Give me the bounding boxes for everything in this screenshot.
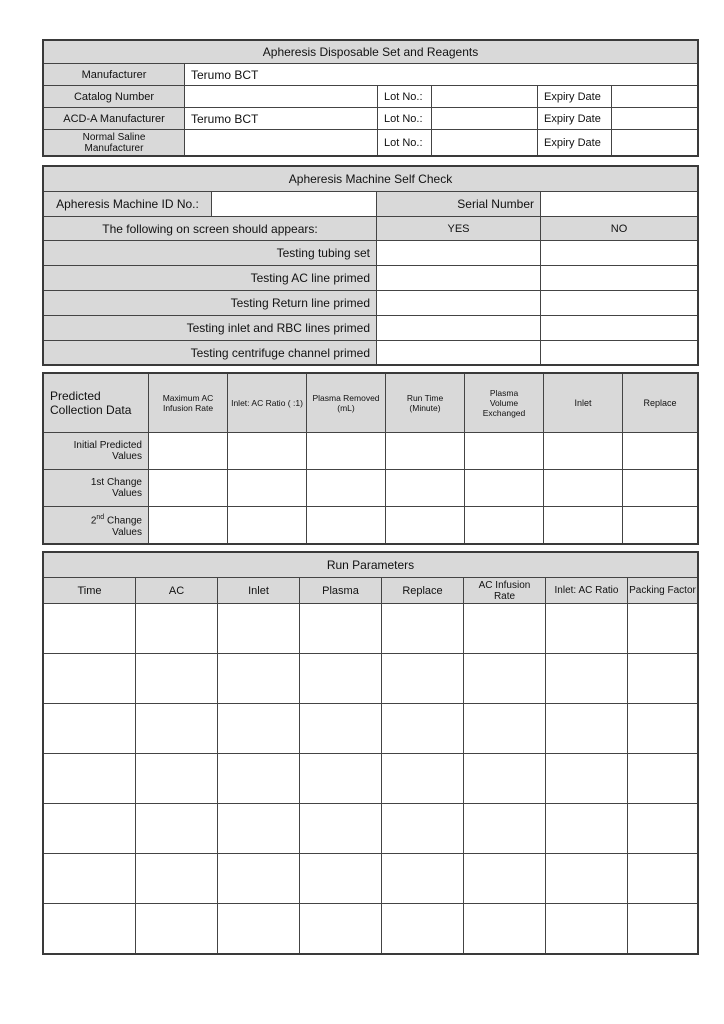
lot-no-field[interactable] [431,130,537,155]
row-second-change-num: 2 [90,515,97,527]
expiry-date-field[interactable] [611,86,697,107]
run-cell[interactable] [545,604,627,653]
test-yes-cell[interactable] [376,341,540,364]
run-cell-pair [217,654,299,703]
run-cell[interactable] [463,854,545,903]
run-cell-pair [217,754,299,803]
run-cell-pair [381,754,463,803]
col-max-ac-infusion: Maximum AC Infusion Rate [148,374,227,432]
col-plasma: Plasma [299,578,381,603]
lot-no-label: Lot No.: [377,130,431,155]
data-cell[interactable] [227,433,306,469]
manufacturer-label: Manufacturer [44,64,184,85]
run-cell[interactable] [44,654,135,703]
col-inlet: Inlet [217,578,299,603]
serial-number-field[interactable] [540,192,697,216]
run-cell[interactable] [627,604,697,653]
data-cell[interactable] [622,433,697,469]
run-cell-pair [381,654,463,703]
lot-no-field[interactable] [431,108,537,129]
run-row [44,853,697,903]
run-cell-pair [135,904,217,953]
expiry-date-label: Expiry Date [537,130,611,155]
run-cell-pair [217,804,299,853]
run-row [44,753,697,803]
run-parameters-section [42,551,699,955]
run-cell[interactable] [44,704,135,753]
data-cell[interactable] [622,470,697,506]
acda-manufacturer-label: ACD-A Manufacturer [44,108,184,129]
data-cell[interactable] [227,507,306,543]
data-cell[interactable] [227,470,306,506]
run-cell-pair [217,904,299,953]
self-check-title: Apheresis Machine Self Check [288,172,453,186]
run-cell-pair [217,854,299,903]
run-cell-pair [135,704,217,753]
run-cell[interactable] [627,904,697,953]
run-cell-pair [299,604,381,653]
data-cell[interactable] [306,470,385,506]
expiry-date-label: Expiry Date [537,108,611,129]
col-run-time: Run Time (Minute) [385,374,464,432]
run-cell[interactable] [463,654,545,703]
test-no-cell[interactable] [540,291,697,315]
run-cell-pair [135,854,217,903]
run-cell-pair [299,754,381,803]
col-plasma-removed: Plasma Removed (mL) [306,374,385,432]
machine-id-field[interactable] [211,192,376,216]
self-check-section [42,165,699,366]
data-cell[interactable] [148,507,227,543]
row-second-change [44,507,148,543]
data-cell[interactable] [306,507,385,543]
test-yes-cell[interactable] [376,266,540,290]
run-cell-pair [299,654,381,703]
data-cell[interactable] [464,507,543,543]
lot-no-label: Lot No.: [377,108,431,129]
data-cell[interactable] [148,433,227,469]
catalog-number-label: Catalog Number [44,86,184,107]
data-cell[interactable] [543,433,622,469]
run-cell[interactable] [463,754,545,803]
run-cell-pair [217,604,299,653]
serial-number-label: Serial Number [376,192,540,216]
run-cell-pair [381,904,463,953]
run-cell[interactable] [627,854,697,903]
run-cell-pair [381,604,463,653]
run-cell[interactable] [545,704,627,753]
saline-manufacturer-label: Normal Saline Manufacturer [44,130,184,155]
run-rows [44,603,697,953]
run-row [44,803,697,853]
run-cell[interactable] [463,904,545,953]
col-inlet-ac-ratio: Inlet: AC Ratio ( :1) [227,374,306,432]
test-label: Testing inlet and RBC lines primed [44,316,376,340]
data-cell[interactable] [385,470,464,506]
run-cell-pair [217,704,299,753]
test-yes-cell[interactable] [376,241,540,265]
col-packing-factor: Packing Factor [627,578,697,603]
catalog-number-field[interactable] [184,86,377,107]
test-label: Testing tubing set [44,241,376,265]
run-row [44,903,697,953]
run-cell-pair [135,754,217,803]
test-no-cell[interactable] [540,341,697,364]
saline-manufacturer-field[interactable] [184,130,377,155]
data-cell[interactable] [148,470,227,506]
yes-header: YES [376,217,540,240]
run-cell-pair [299,904,381,953]
row-second-change-text: Change Values [106,515,142,538]
test-label: Testing Return line primed [44,291,376,315]
expiry-date-label: Expiry Date [537,86,611,107]
disposable-set-section [42,39,699,157]
run-row [44,703,697,753]
run-cell[interactable] [545,754,627,803]
row-second-change-sup: nd [96,514,105,522]
run-cell-pair [381,704,463,753]
col-time: Time [77,584,102,597]
predicted-data-title: Predicted Collection Data [50,389,132,417]
data-cell[interactable] [622,507,697,543]
acda-manufacturer-field[interactable]: Terumo BCT [184,108,377,129]
run-cell[interactable] [545,904,627,953]
run-cell[interactable] [44,904,135,953]
test-no-cell[interactable] [540,316,697,340]
run-cell-pair [299,854,381,903]
data-cell[interactable] [464,433,543,469]
run-cell-pair [135,654,217,703]
run-cell[interactable] [44,854,135,903]
predicted-data-section [42,372,699,545]
col-ac-infusion-rate: AC Infusion Rate [463,578,545,603]
run-cell[interactable] [545,804,627,853]
row-first-change: 1st Change Values [44,470,148,506]
test-yes-cell[interactable] [376,316,540,340]
run-cell[interactable] [627,704,697,753]
data-cell[interactable] [385,433,464,469]
machine-id-label: Apheresis Machine ID No.: [44,192,211,216]
col-replace: Replace [622,374,697,432]
run-cell[interactable] [463,704,545,753]
run-cell-pair [299,804,381,853]
run-row [44,603,697,653]
lot-no-label: Lot No.: [377,86,431,107]
run-cell-pair [381,804,463,853]
test-no-cell[interactable] [540,241,697,265]
no-header: NO [540,217,697,240]
lot-no-field[interactable] [431,86,537,107]
col-replace: Replace [381,578,463,603]
run-parameters-title: Run Parameters [326,558,415,572]
run-cell[interactable] [44,754,135,803]
data-cell[interactable] [543,470,622,506]
col-plasma-volume: Plasma Volume Exchanged [464,374,543,432]
run-cell[interactable] [44,804,135,853]
run-cell[interactable] [44,604,135,653]
screen-check-label: The following on screen should appears: [102,221,318,236]
run-cell[interactable] [463,804,545,853]
run-cell-pair [135,804,217,853]
col-inlet: Inlet [543,374,622,432]
run-cell[interactable] [545,854,627,903]
data-cell[interactable] [306,433,385,469]
expiry-date-field[interactable] [611,130,697,155]
test-label: Testing AC line primed [44,266,376,290]
run-cell[interactable] [545,654,627,703]
run-cell[interactable] [463,604,545,653]
test-yes-cell[interactable] [376,291,540,315]
test-no-cell[interactable] [540,266,697,290]
run-cell-pair [381,854,463,903]
run-cell-pair [135,604,217,653]
data-cell[interactable] [385,507,464,543]
run-cell[interactable] [627,654,697,703]
test-label: Testing centrifuge channel primed [44,341,376,364]
data-cell[interactable] [543,507,622,543]
expiry-date-field[interactable] [611,108,697,129]
row-initial-predicted: Initial Predicted Values [44,433,148,469]
run-cell[interactable] [627,804,697,853]
col-inlet-ac-ratio: Inlet: AC Ratio [545,578,627,603]
disposable-set-title: Apheresis Disposable Set and Reagents [262,45,479,59]
run-row [44,653,697,703]
manufacturer-field[interactable]: Terumo BCT [184,64,697,85]
run-cell[interactable] [627,754,697,803]
col-ac: AC [135,578,217,603]
data-cell[interactable] [464,470,543,506]
run-cell-pair [299,704,381,753]
